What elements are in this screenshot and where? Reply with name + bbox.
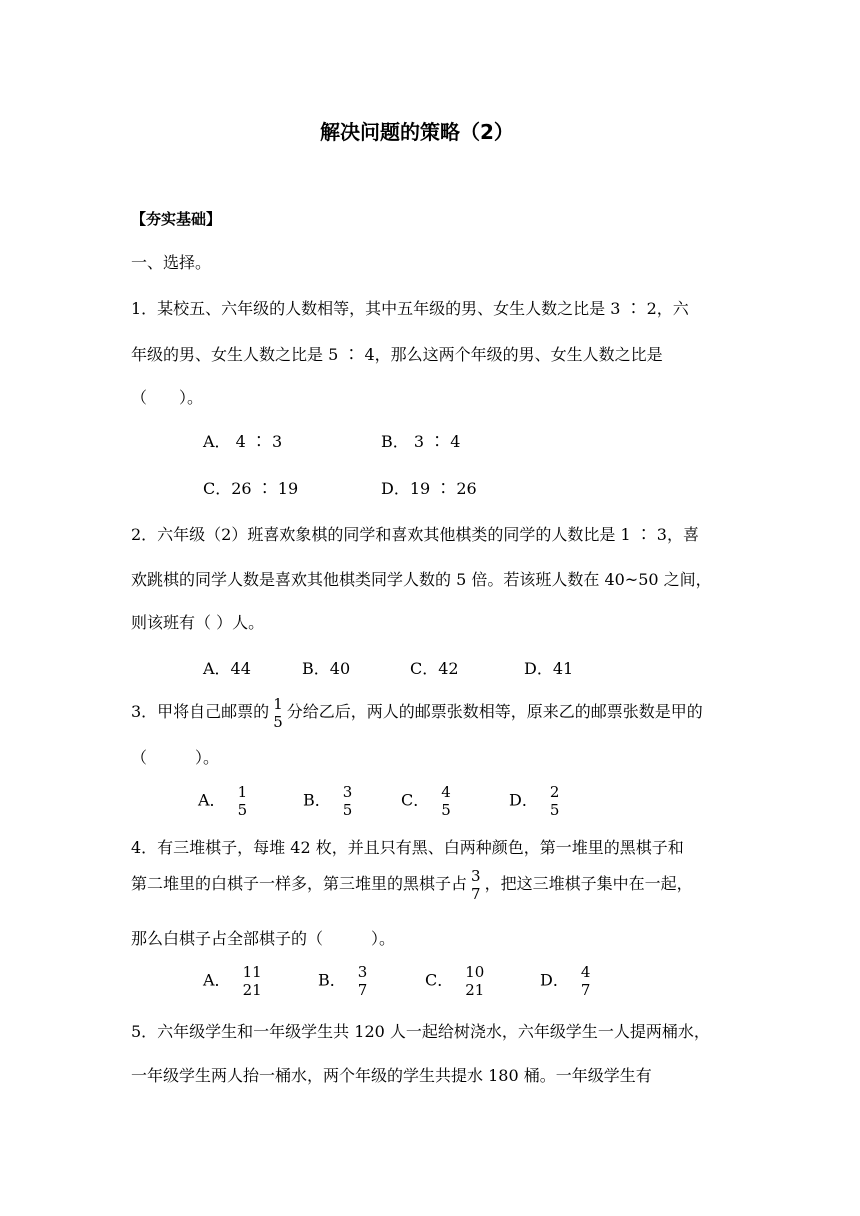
option-d[interactable]: D．19 ∶ 26 (381, 479, 477, 498)
part-heading: 一、选择。 (131, 253, 212, 272)
option-a[interactable]: A．44 (203, 659, 251, 678)
option-c[interactable]: C． 4 5 (401, 783, 451, 819)
fraction: 3 7 (357, 963, 368, 999)
fraction: 1 5 (273, 694, 283, 731)
option-c[interactable]: C．26 ∶ 19 (203, 479, 299, 498)
fraction: 3 5 (342, 783, 353, 819)
question-text: 年级的男、女生人数之比是 5 ∶ 4，那么这两个年级的男、女生人数之比是 (131, 345, 663, 364)
answer-blank: （ ）。 (131, 748, 220, 767)
fraction: 3 7 (471, 866, 481, 903)
option-b[interactable]: B．40 (302, 659, 351, 678)
section-heading: 【夯实基础】 (131, 210, 222, 228)
option-b[interactable]: B． 3 ∶ 4 (381, 432, 461, 451)
option-b[interactable]: B． 3 5 (303, 783, 353, 819)
fraction: 4 7 (580, 963, 591, 999)
question-text: 欢跳棋的同学人数是喜欢其他棋类同学人数的 5 倍。若该班人数在 40~50 之间， (131, 570, 712, 589)
answer-blank: 那么白棋子占全部棋子的（ ）。 (131, 929, 396, 948)
page-title: 解决问题的策略（2） (320, 120, 514, 144)
option-b[interactable]: B． 3 7 (318, 963, 368, 999)
option-d[interactable]: D． 4 7 (540, 963, 591, 999)
option-d[interactable]: D． 2 5 (509, 783, 560, 819)
question-text: 第二堆里的白棋子一样多，第三堆里的黑棋子占 3 7 ，把这三堆棋子集中在一起， (131, 866, 693, 903)
option-d[interactable]: D．41 (524, 659, 574, 678)
question-text: 3．甲将自己邮票的 1 5 分给乙后，两人的邮票张数相等，原来乙的邮票张数是甲的 (131, 694, 703, 731)
fraction: 10 21 (465, 963, 485, 999)
question-text: 一年级学生两人抬一桶水，两个年级的学生共提水 180 桶。一年级学生有 (131, 1066, 652, 1085)
fraction: 11 21 (242, 963, 262, 999)
fraction: 4 5 (441, 783, 451, 819)
question-text: 2．六年级（2）班喜欢象棋的同学和喜欢其他棋类的同学的人数比是 1 ∶ 3，喜 (131, 525, 699, 544)
option-a[interactable]: A． 4 ∶ 3 (203, 432, 283, 451)
option-a[interactable]: A． 1 5 (198, 783, 248, 819)
answer-blank: （ ）。 (131, 388, 204, 407)
question-text: 1．某校五、六年级的人数相等，其中五年级的男、女生人数之比是 3 ∶ 2，六 (131, 299, 689, 318)
fraction: 2 5 (549, 783, 560, 819)
option-c[interactable]: C．42 (410, 659, 459, 678)
question-text: 4．有三堆棋子，每堆 42 枚，并且只有黑、白两种颜色，第一堆里的黑棋子和 (131, 838, 684, 857)
question-text: 则该班有（ ）人。 (131, 613, 265, 632)
fraction: 1 5 (237, 783, 248, 819)
question-text: 5．六年级学生和一年级学生共 120 人一起给树浇水，六年级学生一人提两桶水， (131, 1022, 710, 1041)
option-a[interactable]: A． 11 21 (203, 963, 262, 999)
option-c[interactable]: C． 10 21 (425, 963, 485, 999)
